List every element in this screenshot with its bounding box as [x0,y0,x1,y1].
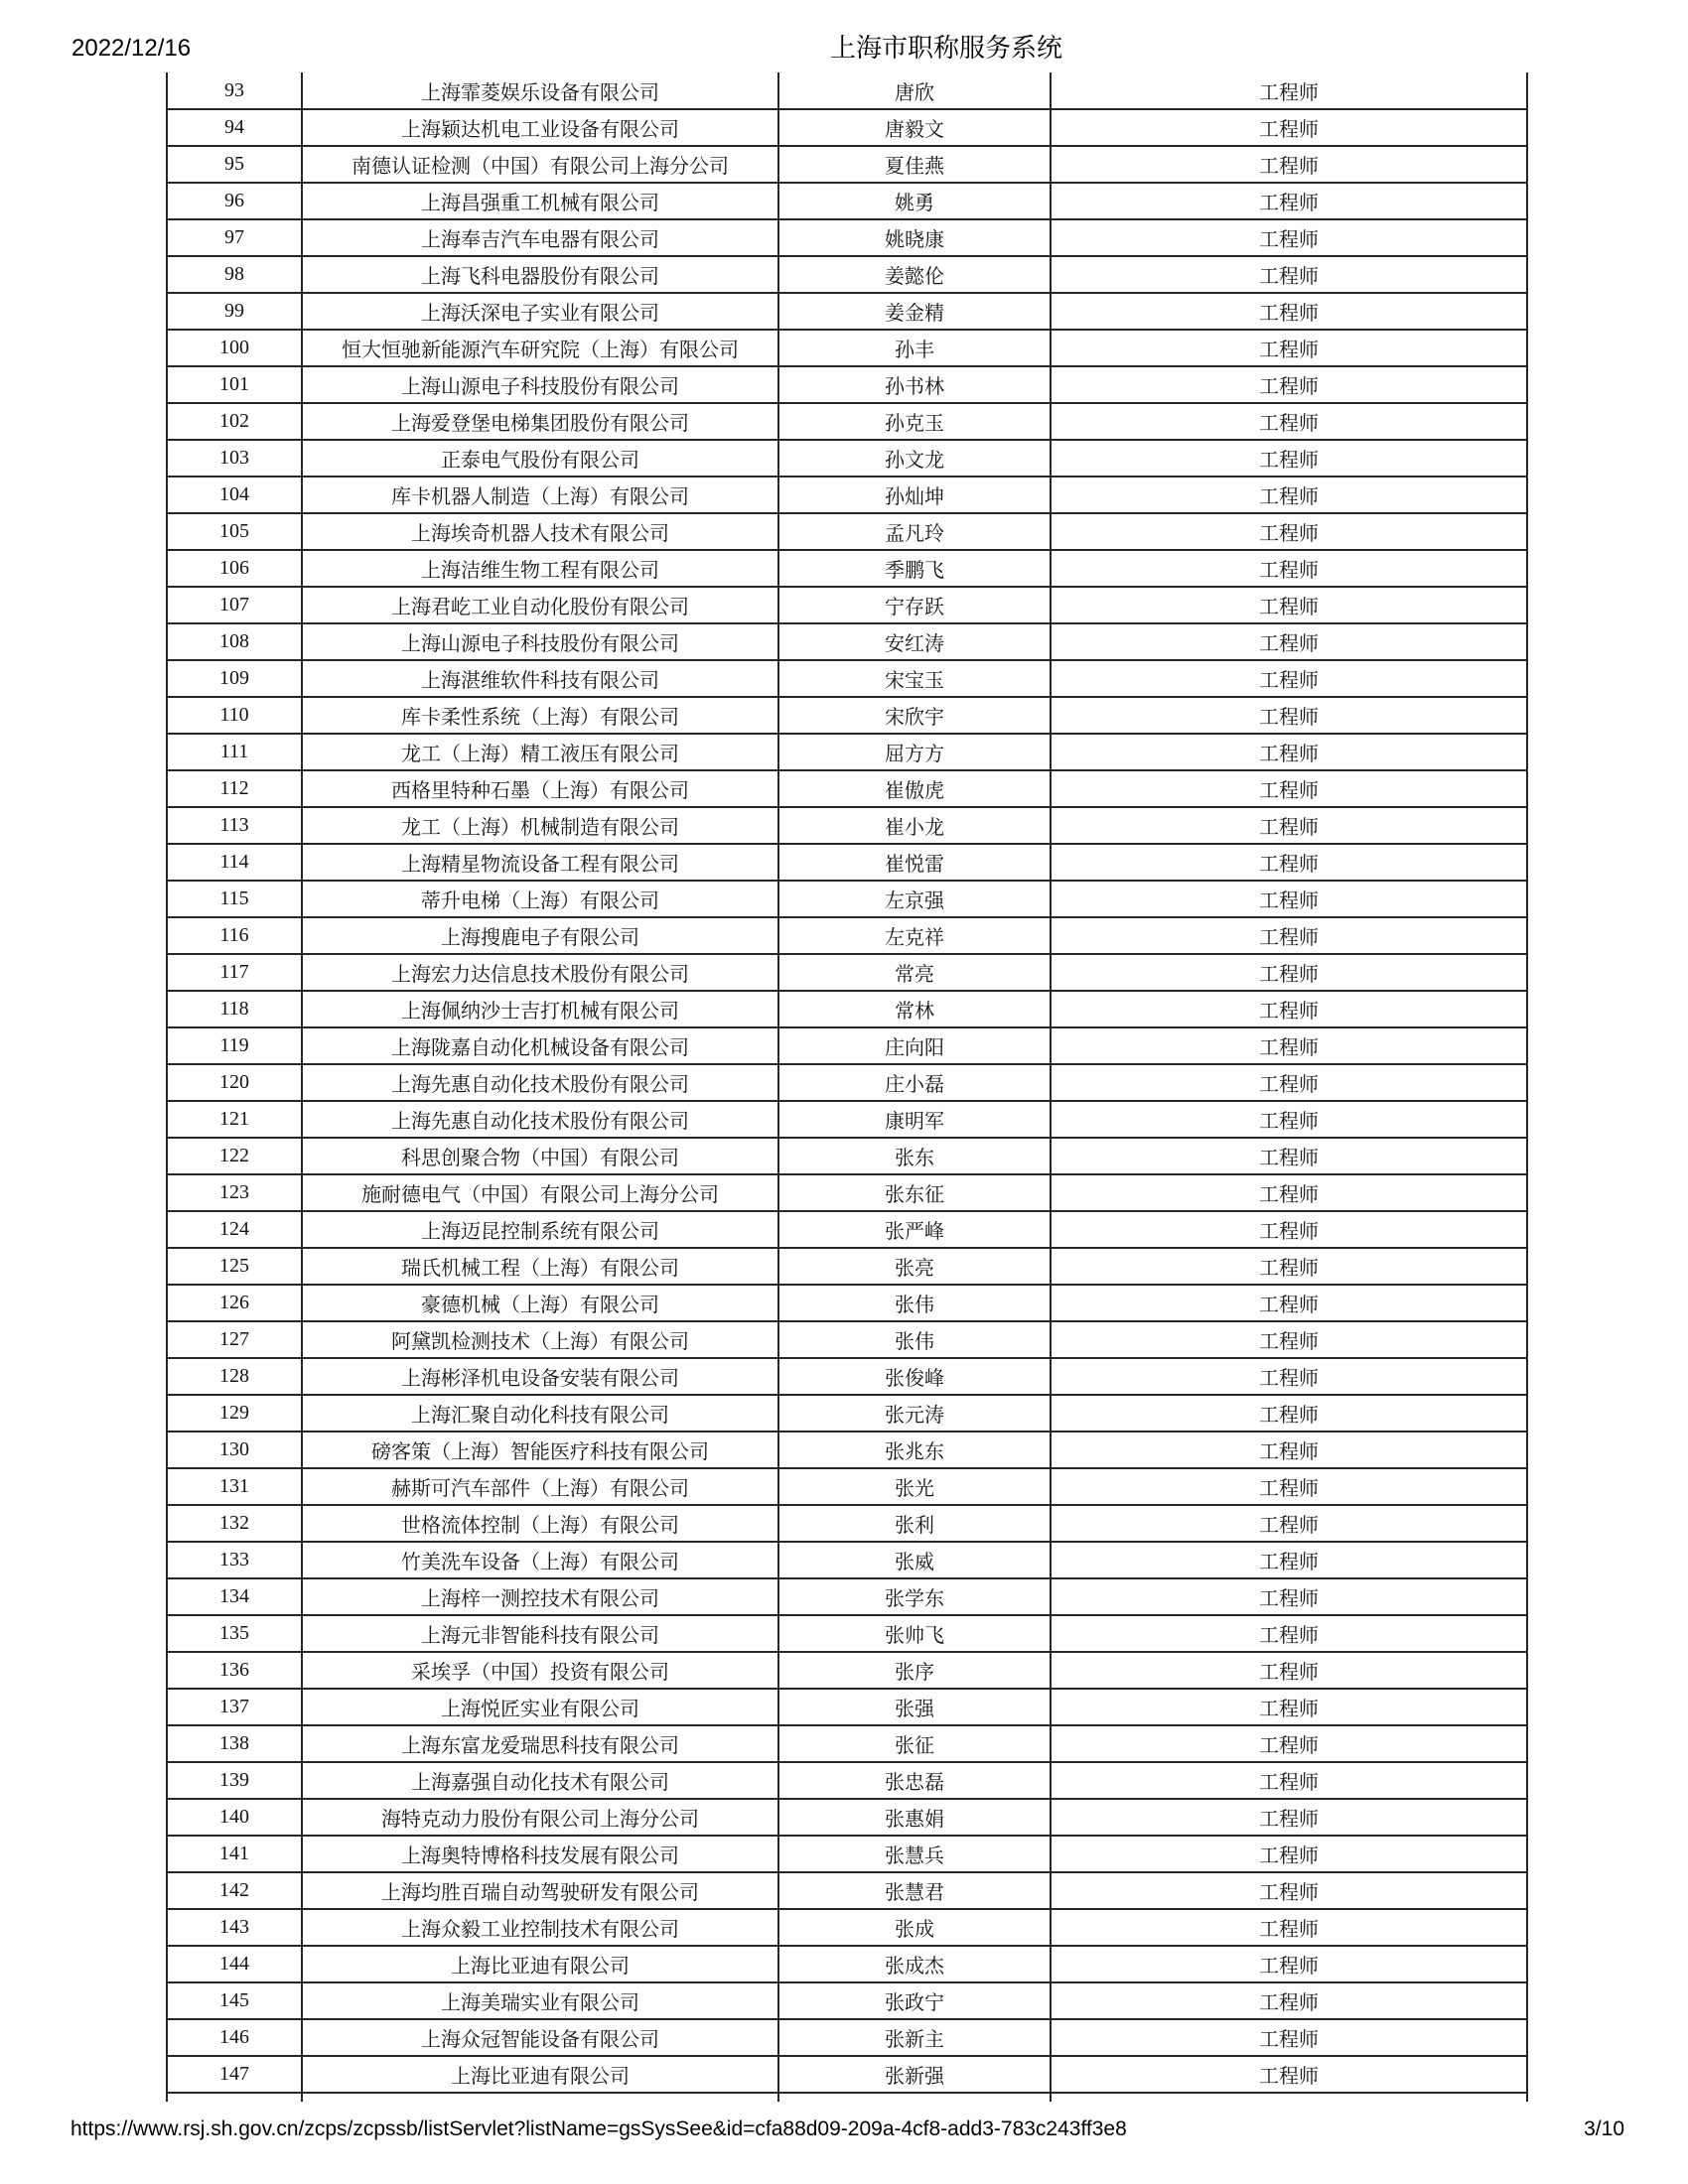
table-row [167,1321,1527,1358]
row-number-cell: 146 [167,2019,302,2056]
person-name-cell: 张严峰 [778,1211,1051,1248]
person-name-cell: 宁存跃 [778,587,1051,623]
company-cell: 上海汇聚自动化科技有限公司 [302,1395,778,1432]
table-row [167,844,1527,881]
person-name-cell: 张伟 [778,1321,1051,1358]
job-title-cell: 工程师 [1051,1725,1527,1762]
person-name-cell: 姜金精 [778,293,1051,330]
row-number-cell: 145 [167,1982,302,2019]
person-name-cell: 张元涛 [778,1395,1051,1432]
job-title-cell: 工程师 [1051,2019,1527,2056]
company-cell: 上海嘉强自动化技术有限公司 [302,1762,778,1799]
person-name-cell: 张帅飞 [778,1615,1051,1652]
person-name-cell: 张威 [778,1542,1051,1578]
job-title-cell: 工程师 [1051,1799,1527,1836]
row-number-cell: 95 [167,146,302,183]
clipped-next-row [167,2093,1527,2102]
job-title-cell: 工程师 [1051,734,1527,770]
row-number-cell: 122 [167,1138,302,1174]
job-title-cell: 工程师 [1051,954,1527,991]
company-cell: 上海先惠自动化技术股份有限公司 [302,1101,778,1138]
job-title-cell: 工程师 [1051,697,1527,734]
row-number-cell: 131 [167,1468,302,1505]
person-name-cell: 唐欣 [778,72,1051,109]
row-number-cell: 147 [167,2056,302,2093]
company-cell: 采埃孚（中国）投资有限公司 [302,1652,778,1689]
company-cell: 上海精星物流设备工程有限公司 [302,844,778,881]
job-title-cell: 工程师 [1051,403,1527,440]
table-row [167,146,1527,183]
person-name-cell: 张慧兵 [778,1836,1051,1872]
row-number-cell: 129 [167,1395,302,1432]
table-row [167,477,1527,513]
company-cell: 上海君屹工业自动化股份有限公司 [302,587,778,623]
company-cell: 上海彬泽机电设备安装有限公司 [302,1358,778,1395]
row-number-cell: 109 [167,660,302,697]
person-name-cell: 张成 [778,1909,1051,1946]
company-cell: 施耐德电气（中国）有限公司上海分公司 [302,1174,778,1211]
job-title-cell: 工程师 [1051,293,1527,330]
person-name-cell: 张慧君 [778,1872,1051,1909]
person-name-cell: 张亮 [778,1248,1051,1285]
row-number-cell: 106 [167,550,302,587]
person-name-cell: 姜懿伦 [778,256,1051,293]
person-name-cell: 唐毅文 [778,109,1051,146]
job-title-cell: 工程师 [1051,1542,1527,1578]
job-title-cell: 工程师 [1051,1946,1527,1982]
company-cell: 阿黛凯检测技术（上海）有限公司 [302,1321,778,1358]
roster-table-body [167,72,1527,2102]
row-number-cell: 139 [167,1762,302,1799]
company-cell: 龙工（上海）精工液压有限公司 [302,734,778,770]
table-row [167,219,1527,256]
table-row [167,881,1527,917]
person-name-cell: 左克祥 [778,917,1051,954]
table-row [167,1027,1527,1064]
job-title-cell: 工程师 [1051,1285,1527,1321]
company-cell: 库卡柔性系统（上海）有限公司 [302,697,778,734]
company-cell: 上海洁维生物工程有限公司 [302,550,778,587]
table-row [167,1174,1527,1211]
row-number-cell: 97 [167,219,302,256]
company-cell: 上海埃奇机器人技术有限公司 [302,513,778,550]
person-name-cell: 康明军 [778,1101,1051,1138]
job-title-cell: 工程师 [1051,1982,1527,2019]
job-title-cell: 工程师 [1051,807,1527,844]
row-number-cell: 118 [167,991,302,1027]
company-cell: 上海均胜百瑞自动驾驶研发有限公司 [302,1872,778,1909]
company-cell: 上海陇嘉自动化机械设备有限公司 [302,1027,778,1064]
table-row [167,403,1527,440]
company-cell: 上海昌强重工机械有限公司 [302,183,778,219]
table-row [167,991,1527,1027]
job-title-cell: 工程师 [1051,1909,1527,1946]
table-row [167,256,1527,293]
row-number-cell: 128 [167,1358,302,1395]
company-cell: 磅客策（上海）智能医疗科技有限公司 [302,1432,778,1468]
company-cell: 蒂升电梯（上海）有限公司 [302,881,778,917]
person-name-cell: 张惠娟 [778,1799,1051,1836]
row-number-cell: 124 [167,1211,302,1248]
row-number-cell: 101 [167,366,302,403]
table-row [167,1946,1527,1982]
table-row [167,1799,1527,1836]
company-cell: 上海众冠智能设备有限公司 [302,2019,778,2056]
job-title-cell: 工程师 [1051,660,1527,697]
table-row [167,183,1527,219]
table-row [167,1064,1527,1101]
table-row [167,1138,1527,1174]
table-row [167,293,1527,330]
table-row [167,330,1527,366]
job-title-cell: 工程师 [1051,881,1527,917]
company-cell: 世格流体控制（上海）有限公司 [302,1505,778,1542]
person-name-cell: 孟凡玲 [778,513,1051,550]
table-row [167,1542,1527,1578]
job-title-cell: 工程师 [1051,1248,1527,1285]
job-title-cell: 工程师 [1051,770,1527,807]
row-number-cell: 112 [167,770,302,807]
job-title-cell: 工程师 [1051,1027,1527,1064]
job-title-cell: 工程师 [1051,1836,1527,1872]
person-name-cell: 张学东 [778,1578,1051,1615]
row-number-cell: 144 [167,1946,302,1982]
person-name-cell: 张成杰 [778,1946,1051,1982]
company-cell: 上海爱登堡电梯集团股份有限公司 [302,403,778,440]
row-number-cell: 120 [167,1064,302,1101]
row-number-cell: 135 [167,1615,302,1652]
company-cell: 上海众毅工业控制技术有限公司 [302,1909,778,1946]
company-cell: 上海悦匠实业有限公司 [302,1689,778,1725]
row-number-cell: 113 [167,807,302,844]
row-number-cell: 132 [167,1505,302,1542]
table-row [167,550,1527,587]
table-row [167,623,1527,660]
company-cell: 恒大恒驰新能源汽车研究院（上海）有限公司 [302,330,778,366]
person-name-cell: 常亮 [778,954,1051,991]
table-row [167,109,1527,146]
row-number-cell: 138 [167,1725,302,1762]
company-cell: 上海美瑞实业有限公司 [302,1982,778,2019]
job-title-cell: 工程师 [1051,183,1527,219]
row-number-cell: 133 [167,1542,302,1578]
table-row [167,807,1527,844]
row-number-cell: 94 [167,109,302,146]
job-title-cell: 工程师 [1051,440,1527,477]
table-row [167,1578,1527,1615]
table-row [167,1101,1527,1138]
company-cell: 正泰电气股份有限公司 [302,440,778,477]
job-title-cell: 工程师 [1051,1395,1527,1432]
job-title-cell: 工程师 [1051,513,1527,550]
job-title-cell: 工程师 [1051,917,1527,954]
print-footer-page-number: 3/10 [1584,2117,1624,2140]
row-number-cell: 103 [167,440,302,477]
company-cell: 竹美洗车设备（上海）有限公司 [302,1542,778,1578]
company-cell: 南德认证检测（中国）有限公司上海分公司 [302,146,778,183]
table-row [167,1395,1527,1432]
company-cell: 上海佩纳沙士吉打机械有限公司 [302,991,778,1027]
person-name-cell: 孙文龙 [778,440,1051,477]
row-number-cell: 137 [167,1689,302,1725]
job-title-cell: 工程师 [1051,1138,1527,1174]
row-number-cell: 143 [167,1909,302,1946]
table-row [167,1248,1527,1285]
job-title-cell: 工程师 [1051,1358,1527,1395]
company-cell: 海特克动力股份有限公司上海分公司 [302,1799,778,1836]
company-cell: 上海山源电子科技股份有限公司 [302,623,778,660]
table-row [167,440,1527,477]
company-cell: 上海沃深电子实业有限公司 [302,293,778,330]
company-cell: 上海飞科电器股份有限公司 [302,256,778,293]
person-name-cell: 左京强 [778,881,1051,917]
person-name-cell: 夏佳燕 [778,146,1051,183]
job-title-cell: 工程师 [1051,1578,1527,1615]
table-row [167,734,1527,770]
person-name-cell: 宋宝玉 [778,660,1051,697]
person-name-cell: 庄小磊 [778,1064,1051,1101]
person-name-cell: 张新强 [778,2056,1051,2093]
person-name-cell: 张征 [778,1725,1051,1762]
person-name-cell: 孙丰 [778,330,1051,366]
row-number-cell: 99 [167,293,302,330]
company-cell: 上海湛维软件科技有限公司 [302,660,778,697]
row-number-cell: 117 [167,954,302,991]
person-name-cell: 张兆东 [778,1432,1051,1468]
job-title-cell: 工程师 [1051,330,1527,366]
company-cell: 上海梓一测控技术有限公司 [302,1578,778,1615]
print-footer-url: https://www.rsj.sh.gov.cn/zcps/zcpssb/listServlet?listName=gsSysSee&id=cfa88d09-209a-4cf8-add3-783c243ff3e8 [70,2117,1127,2140]
person-name-cell: 孙克玉 [778,403,1051,440]
table-row [167,1358,1527,1395]
job-title-cell: 工程师 [1051,623,1527,660]
clipped-empty-cell [1051,2093,1527,2102]
person-name-cell: 姚晓康 [778,219,1051,256]
person-name-cell: 张序 [778,1652,1051,1689]
job-title-cell: 工程师 [1051,991,1527,1027]
job-title-cell: 工程师 [1051,109,1527,146]
row-number-cell: 126 [167,1285,302,1321]
row-number-cell: 111 [167,734,302,770]
company-cell: 赫斯可汽车部件（上海）有限公司 [302,1468,778,1505]
clipped-empty-cell [302,2093,778,2102]
person-name-cell: 张东 [778,1138,1051,1174]
row-number-cell: 102 [167,403,302,440]
company-cell: 西格里特种石墨（上海）有限公司 [302,770,778,807]
table-row [167,72,1527,109]
job-title-cell: 工程师 [1051,844,1527,881]
print-header-date: 2022/12/16 [71,35,192,62]
company-cell: 库卡机器人制造（上海）有限公司 [302,477,778,513]
job-title-cell: 工程师 [1051,1505,1527,1542]
company-cell: 上海山源电子科技股份有限公司 [302,366,778,403]
job-title-cell: 工程师 [1051,1211,1527,1248]
person-name-cell: 崔悦雷 [778,844,1051,881]
table-row [167,1211,1527,1248]
job-title-cell: 工程师 [1051,1872,1527,1909]
job-title-cell: 工程师 [1051,550,1527,587]
job-title-cell: 工程师 [1051,72,1527,109]
row-number-cell: 93 [167,72,302,109]
person-name-cell: 张伟 [778,1285,1051,1321]
row-number-cell: 140 [167,1799,302,1836]
company-cell: 龙工（上海）机械制造有限公司 [302,807,778,844]
row-number-cell: 114 [167,844,302,881]
company-cell: 上海奉吉汽车电器有限公司 [302,219,778,256]
job-title-cell: 工程师 [1051,219,1527,256]
row-number-cell: 119 [167,1027,302,1064]
table-row [167,366,1527,403]
person-name-cell: 常林 [778,991,1051,1027]
row-number-cell: 136 [167,1652,302,1689]
company-cell: 上海比亚迪有限公司 [302,1946,778,1982]
job-title-cell: 工程师 [1051,587,1527,623]
person-name-cell: 张利 [778,1505,1051,1542]
company-cell: 科思创聚合物（中国）有限公司 [302,1138,778,1174]
person-name-cell: 孙书林 [778,366,1051,403]
table-row [167,1505,1527,1542]
company-cell: 瑞氏机械工程（上海）有限公司 [302,1248,778,1285]
company-cell: 上海搜鹿电子有限公司 [302,917,778,954]
row-number-cell: 104 [167,477,302,513]
row-number-cell: 115 [167,881,302,917]
row-number-cell: 108 [167,623,302,660]
row-number-cell: 107 [167,587,302,623]
table-row [167,1725,1527,1762]
person-name-cell: 季鹏飞 [778,550,1051,587]
row-number-cell: 125 [167,1248,302,1285]
row-number-cell: 110 [167,697,302,734]
job-title-cell: 工程师 [1051,1064,1527,1101]
job-title-cell: 工程师 [1051,2056,1527,2093]
person-name-cell: 张政宁 [778,1982,1051,2019]
table-row [167,2019,1527,2056]
job-title-cell: 工程师 [1051,1689,1527,1725]
person-name-cell: 崔小龙 [778,807,1051,844]
row-number-cell: 134 [167,1578,302,1615]
table-row [167,660,1527,697]
person-name-cell: 张俊峰 [778,1358,1051,1395]
person-name-cell: 宋欣宇 [778,697,1051,734]
person-name-cell: 庄向阳 [778,1027,1051,1064]
row-number-cell: 96 [167,183,302,219]
person-name-cell: 安红涛 [778,623,1051,660]
company-cell: 上海奥特博格科技发展有限公司 [302,1836,778,1872]
row-number-cell: 142 [167,1872,302,1909]
company-cell: 上海宏力达信息技术股份有限公司 [302,954,778,991]
company-cell: 上海霏菱娱乐设备有限公司 [302,72,778,109]
row-number-cell: 100 [167,330,302,366]
company-cell: 上海迈昆控制系统有限公司 [302,1211,778,1248]
person-name-cell: 张光 [778,1468,1051,1505]
company-cell: 上海东富龙爱瑞思科技有限公司 [302,1725,778,1762]
print-header-title: 上海市职称服务系统 [829,33,1063,63]
company-cell: 豪德机械（上海）有限公司 [302,1285,778,1321]
table-row [167,1432,1527,1468]
person-name-cell: 屈方方 [778,734,1051,770]
row-number-cell: 127 [167,1321,302,1358]
table-row [167,1762,1527,1799]
company-cell: 上海比亚迪有限公司 [302,2056,778,2093]
table-row [167,954,1527,991]
table-row [167,513,1527,550]
table-row [167,1285,1527,1321]
table-row [167,1982,1527,2019]
person-name-cell: 张强 [778,1689,1051,1725]
job-title-cell: 工程师 [1051,1652,1527,1689]
person-name-cell: 张新主 [778,2019,1051,2056]
table-row [167,1615,1527,1652]
roster-table [166,72,1528,2102]
job-title-cell: 工程师 [1051,1101,1527,1138]
clipped-empty-cell [778,2093,1051,2102]
table-row [167,1909,1527,1946]
table-row [167,770,1527,807]
person-name-cell: 张东征 [778,1174,1051,1211]
table-row [167,1872,1527,1909]
table-row [167,587,1527,623]
row-number-cell: 141 [167,1836,302,1872]
job-title-cell: 工程师 [1051,1432,1527,1468]
job-title-cell: 工程师 [1051,146,1527,183]
company-cell: 上海元非智能科技有限公司 [302,1615,778,1652]
row-number-cell: 116 [167,917,302,954]
job-title-cell: 工程师 [1051,477,1527,513]
job-title-cell: 工程师 [1051,1615,1527,1652]
row-number-cell: 105 [167,513,302,550]
row-number-cell: 123 [167,1174,302,1211]
table-row [167,697,1527,734]
person-name-cell: 张忠磊 [778,1762,1051,1799]
row-number-cell: 121 [167,1101,302,1138]
company-cell: 上海先惠自动化技术股份有限公司 [302,1064,778,1101]
job-title-cell: 工程师 [1051,1762,1527,1799]
job-title-cell: 工程师 [1051,1174,1527,1211]
job-title-cell: 工程师 [1051,1468,1527,1505]
person-name-cell: 孙灿坤 [778,477,1051,513]
job-title-cell: 工程师 [1051,256,1527,293]
job-title-cell: 工程师 [1051,366,1527,403]
person-name-cell: 姚勇 [778,183,1051,219]
person-name-cell: 崔傲虎 [778,770,1051,807]
table-row [167,1468,1527,1505]
clipped-empty-cell [167,2093,302,2102]
job-title-cell: 工程师 [1051,1321,1527,1358]
table-row [167,2056,1527,2093]
table-row [167,1652,1527,1689]
row-number-cell: 98 [167,256,302,293]
row-number-cell: 130 [167,1432,302,1468]
table-row [167,1689,1527,1725]
company-cell: 上海颖达机电工业设备有限公司 [302,109,778,146]
table-row [167,917,1527,954]
table-row [167,1836,1527,1872]
